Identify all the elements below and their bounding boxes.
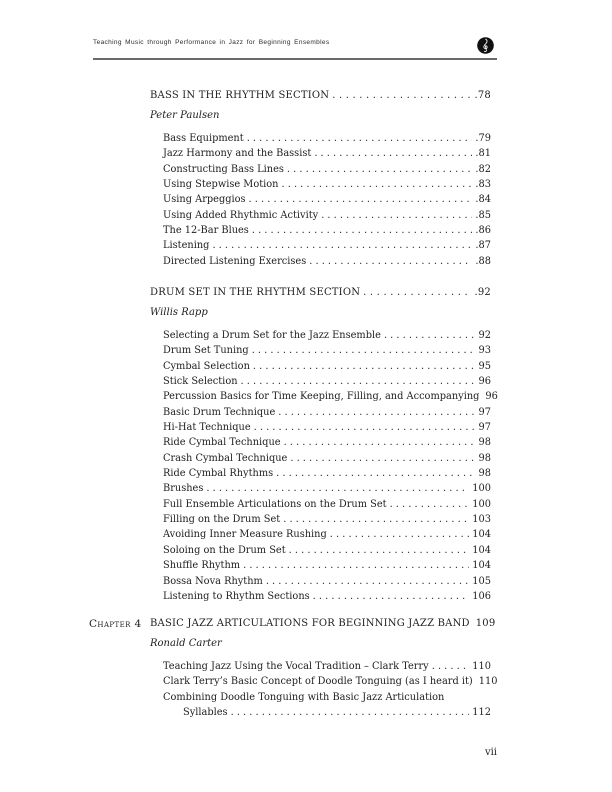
entry-title: Soloing on the Drum Set: [163, 544, 286, 556]
entry-page-number: .86: [475, 225, 491, 237]
entry-title: Constructing Bass Lines: [163, 163, 284, 175]
entry-title: Basic Drum Technique: [163, 406, 276, 418]
toc-entry: [93, 389, 497, 404]
toc-entry: [93, 146, 497, 161]
entry-title: Teaching Jazz Using the Vocal Tradition – Clark Terry: [163, 661, 429, 672]
section-author: Ronald Carter: [150, 638, 222, 649]
entry-page-number: 106: [472, 590, 491, 602]
dot-leader: [206, 481, 469, 496]
entry-title: Shuffle Rhythm: [163, 560, 241, 572]
dot-leader: [314, 146, 472, 161]
entry-title: Percussion Basics for Time Keeping, Filling, and Accompanying: [163, 391, 480, 403]
entry-page-number: .83: [475, 179, 491, 191]
entry-page-number: 96: [485, 391, 498, 403]
toc-entry: [93, 589, 497, 604]
entry-page-number: 100: [472, 483, 491, 495]
entry-title: Brushes: [163, 483, 204, 495]
entry-title: Listening: [163, 240, 210, 252]
section-page-number: .78: [474, 90, 491, 101]
toc-entry: [93, 238, 497, 253]
dot-leader: [283, 512, 469, 527]
dot-leader: [212, 238, 472, 253]
treble-clef-logo-icon: [477, 37, 494, 54]
page-number: vii: [484, 747, 497, 758]
entry-page-number: 104: [472, 544, 491, 556]
entry-page-number: .82: [475, 163, 491, 175]
entry-title: Directed Listening Exercises: [163, 255, 307, 267]
entry-page-number: 97: [478, 406, 491, 418]
entry-page-number: .81: [475, 148, 491, 160]
toc-entry: [93, 481, 497, 496]
dot-leader: [253, 359, 476, 374]
entry-page-number: .88: [475, 255, 491, 267]
toc-entry: [93, 543, 497, 558]
section-page-number: .92: [474, 287, 491, 298]
dot-leader: [241, 374, 476, 389]
toc-entry: [93, 574, 497, 589]
entry-page-number: 110: [478, 676, 498, 688]
dot-leader: [247, 131, 473, 146]
entry-title: Stick Selection: [163, 376, 238, 388]
toc-entry: [93, 359, 497, 374]
section-author: Peter Paulsen: [150, 110, 220, 121]
section-title: BASS IN THE RHYTHM SECTION: [150, 90, 330, 101]
entry-title: Hi-Hat Technique: [163, 422, 251, 434]
entry-page-number: .85: [475, 209, 491, 221]
entry-page-number: .84: [475, 194, 491, 206]
toc-section: [93, 285, 497, 604]
entry-title: Clark Terry’s Basic Concept of Doodle Tonguing (as I heard it): [163, 676, 473, 688]
entry-title: Full Ensemble Articulations on the Drum Set: [163, 498, 387, 510]
dot-leader: [282, 177, 473, 192]
entry-title: Combining Doodle Tonguing with Basic Jazz Articulation: [163, 691, 445, 703]
entry-title: Syllables: [183, 707, 228, 719]
entry-page-number: .79: [475, 133, 491, 144]
section-author: Willis Rapp: [150, 307, 208, 318]
dot-leader: [363, 285, 471, 301]
entry-page-number: 104: [472, 560, 491, 572]
toc-entry: [93, 254, 497, 269]
dot-leader: [231, 705, 470, 720]
entry-page-number: 103: [472, 514, 491, 526]
section-page-number: 109: [475, 618, 496, 629]
toc-entry: [93, 690, 497, 705]
toc-entry: [93, 177, 497, 192]
entry-title: Using Stepwise Motion: [163, 179, 279, 191]
dot-leader: [287, 162, 473, 177]
dot-leader: [276, 466, 475, 481]
toc-entry: [93, 192, 497, 207]
dot-leader: [249, 192, 473, 207]
dot-leader: [432, 659, 470, 674]
entry-title: Avoiding Inner Measure Rushing: [163, 529, 327, 541]
toc-entry: [93, 659, 497, 674]
entry-page-number: 96: [478, 376, 491, 388]
section-heading-row: [89, 616, 497, 632]
running-header-title: Teaching Music through Performance in Jazz for Beginning Ensembles: [93, 39, 330, 46]
entry-page-number: 112: [472, 707, 491, 719]
dot-leader: [252, 343, 476, 358]
dot-leader: [309, 254, 472, 269]
dot-leader: [278, 405, 475, 420]
section-title: DRUM SET IN THE RHYTHM SECTION: [150, 287, 361, 298]
toc-section: [89, 616, 498, 720]
entry-title: Using Added Rhythmic Activity: [163, 209, 319, 221]
entry-page-number: 95: [478, 360, 491, 372]
entry-title: Filling on the Drum Set: [163, 514, 281, 526]
entry-page-number: 97: [478, 422, 491, 434]
dot-leader: [313, 589, 470, 604]
toc-entry: [93, 705, 497, 720]
entry-title: Listening to Rhythm Sections: [163, 590, 310, 602]
toc-entry: [93, 497, 497, 512]
entry-page-number: 104: [472, 529, 491, 541]
dot-leader: [290, 451, 475, 466]
entry-page-number: .87: [475, 240, 491, 252]
toc-entry: [93, 131, 497, 146]
entry-page-number: 98: [478, 437, 491, 449]
entry-page-number: 98: [478, 468, 491, 480]
entry-page-number: 105: [472, 575, 491, 587]
toc-entry: [93, 512, 497, 527]
section-title: BASIC JAZZ ARTICULATIONS FOR BEGINNING JAZZ BAND: [150, 618, 470, 629]
entry-page-number: 93: [478, 345, 491, 357]
entry-title: Ride Cymbal Technique: [163, 437, 281, 449]
entry-title: Selecting a Drum Set for the Jazz Ensemble: [163, 330, 381, 341]
toc-entry: [93, 466, 497, 481]
toc-entry: [93, 527, 497, 542]
entry-title: Bass Equipment: [163, 133, 244, 144]
toc-entry: [93, 343, 497, 358]
dot-leader: [330, 527, 470, 542]
toc-entry: [93, 558, 497, 573]
toc-entry: [93, 420, 497, 435]
dot-leader: [266, 574, 469, 589]
toc-entry: [93, 162, 497, 177]
entry-page-number: 98: [478, 452, 491, 464]
chapter-label: Chapter 4: [89, 618, 142, 630]
entry-title: Cymbal Selection: [163, 360, 250, 372]
toc-entry: [93, 328, 497, 343]
header-rule: [93, 58, 497, 60]
dot-leader: [254, 420, 476, 435]
dot-leader: [289, 543, 470, 558]
entry-title: Jazz Harmony and the Bassist: [163, 148, 312, 160]
dot-leader: [321, 208, 472, 223]
dot-leader: [390, 497, 470, 512]
entry-page-number: 110: [472, 661, 491, 672]
entry-title: Using Arpeggios: [163, 194, 246, 206]
dot-leader: [243, 558, 469, 573]
section-entries: [93, 328, 497, 604]
entry-title: Drum Set Tuning: [163, 345, 249, 357]
section-entries: [93, 659, 497, 720]
toc-entry: [93, 674, 497, 689]
dot-leader: [384, 328, 476, 343]
dot-leader: [284, 435, 476, 450]
section-heading-row: [93, 285, 497, 301]
entry-title: Bossa Nova Rhythm: [163, 575, 263, 587]
dot-leader: [332, 88, 471, 104]
toc-entry: [93, 405, 497, 420]
toc-entry: [93, 451, 497, 466]
entry-title: Ride Cymbal Rhythms: [163, 468, 274, 480]
entry-page-number: 92: [478, 330, 491, 341]
toc-entry: [93, 374, 497, 389]
dot-leader: [252, 223, 473, 238]
entry-title: The 12-Bar Blues: [163, 225, 249, 237]
section-heading-row: [93, 88, 497, 104]
toc-section: [93, 88, 497, 269]
toc-entry: [93, 223, 497, 238]
entry-title: Crash Cymbal Technique: [163, 452, 288, 464]
entry-page-number: 100: [472, 498, 491, 510]
section-entries: [93, 131, 497, 269]
toc-entry: [93, 208, 497, 223]
toc-entry: [93, 435, 497, 450]
running-header: [93, 39, 329, 46]
